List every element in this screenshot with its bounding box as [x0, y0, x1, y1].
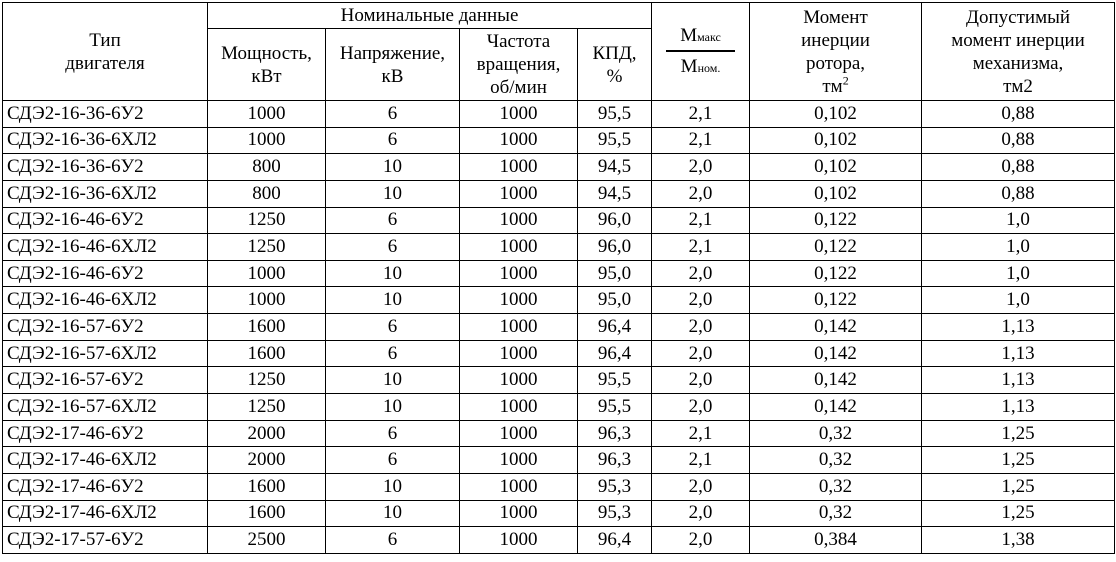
cell-torque-ratio: 2,0: [652, 287, 750, 314]
cell-speed: 1000: [460, 527, 578, 554]
cell-motor-type: СДЭ2-17-46-6ХЛ2: [3, 500, 208, 527]
cell-motor-type: СДЭ2-17-46-6У2: [3, 420, 208, 447]
cell-mechanism-inertia: 0,88: [922, 127, 1115, 154]
cell-voltage: 10: [326, 154, 460, 181]
cell-rotor-inertia: 0,142: [750, 394, 922, 421]
cell-power: 1000: [208, 101, 326, 128]
cell-speed: 1000: [460, 234, 578, 261]
cell-motor-type: СДЭ2-16-57-6ХЛ2: [3, 394, 208, 421]
cell-voltage: 6: [326, 340, 460, 367]
cell-mechanism-inertia: 1,13: [922, 367, 1115, 394]
cell-efficiency: 95,0: [578, 287, 652, 314]
cell-rotor-inertia: 0,102: [750, 180, 922, 207]
cell-power: 1600: [208, 500, 326, 527]
cell-power: 2000: [208, 447, 326, 474]
cell-rotor-inertia: 0,102: [750, 127, 922, 154]
torque-ratio-fraction: $\frac{\text{Ммакс}}{\text{Мном.}}$: [666, 25, 735, 79]
cell-power: 1000: [208, 260, 326, 287]
cell-torque-ratio: 2,0: [652, 260, 750, 287]
header-voltage: Напряжение, кВ: [326, 29, 460, 101]
cell-speed: 1000: [460, 394, 578, 421]
cell-motor-type: СДЭ2-16-57-6У2: [3, 367, 208, 394]
cell-rotor-inertia: 0,32: [750, 500, 922, 527]
cell-rotor-inertia: 0,142: [750, 367, 922, 394]
cell-torque-ratio: 2,1: [652, 101, 750, 128]
cell-power: 800: [208, 180, 326, 207]
cell-power: 800: [208, 154, 326, 181]
cell-speed: 1000: [460, 101, 578, 128]
cell-power: 1250: [208, 207, 326, 234]
cell-mechanism-inertia: 1,13: [922, 340, 1115, 367]
cell-voltage: 6: [326, 527, 460, 554]
cell-motor-type: СДЭ2-16-36-6ХЛ2: [3, 180, 208, 207]
cell-rotor-inertia: 0,122: [750, 207, 922, 234]
table-row: [3, 234, 1115, 261]
cell-efficiency: 96,3: [578, 447, 652, 474]
cell-motor-type: СДЭ2-17-46-6ХЛ2: [3, 447, 208, 474]
cell-rotor-inertia: 0,102: [750, 101, 922, 128]
table-row: [3, 473, 1115, 500]
cell-voltage: 6: [326, 234, 460, 261]
cell-power: 1000: [208, 127, 326, 154]
cell-motor-type: СДЭ2-16-46-6ХЛ2: [3, 234, 208, 261]
cell-mechanism-inertia: 1,25: [922, 473, 1115, 500]
cell-rotor-inertia: 0,142: [750, 314, 922, 341]
cell-motor-type: СДЭ2-16-36-6У2: [3, 101, 208, 128]
cell-efficiency: 96,0: [578, 234, 652, 261]
cell-torque-ratio: 2,0: [652, 154, 750, 181]
header-mechanism-inertia: Допустимый момент инерции механизма, тм2: [922, 3, 1115, 101]
cell-speed: 1000: [460, 340, 578, 367]
table-row: [3, 340, 1115, 367]
table-row: [3, 287, 1115, 314]
cell-torque-ratio: 2,1: [652, 447, 750, 474]
cell-torque-ratio: 2,0: [652, 500, 750, 527]
table-row: [3, 394, 1115, 421]
cell-speed: 1000: [460, 127, 578, 154]
motor-specs-table: [2, 2, 1115, 554]
cell-power: 1250: [208, 394, 326, 421]
cell-efficiency: 95,3: [578, 473, 652, 500]
cell-motor-type: СДЭ2-16-57-6ХЛ2: [3, 340, 208, 367]
cell-efficiency: 95,3: [578, 500, 652, 527]
cell-torque-ratio: 2,1: [652, 207, 750, 234]
cell-mechanism-inertia: 1,38: [922, 527, 1115, 554]
cell-efficiency: 96,4: [578, 527, 652, 554]
cell-mechanism-inertia: 1,25: [922, 500, 1115, 527]
table-row: [3, 420, 1115, 447]
table-header: [3, 3, 1115, 101]
cell-efficiency: 95,5: [578, 367, 652, 394]
cell-voltage: 10: [326, 500, 460, 527]
cell-voltage: 6: [326, 447, 460, 474]
table-row: [3, 180, 1115, 207]
cell-rotor-inertia: 0,122: [750, 287, 922, 314]
cell-speed: 1000: [460, 260, 578, 287]
cell-voltage: 10: [326, 367, 460, 394]
cell-voltage: 10: [326, 473, 460, 500]
cell-torque-ratio: 2,0: [652, 340, 750, 367]
cell-rotor-inertia: 0,32: [750, 420, 922, 447]
cell-mechanism-inertia: 1,25: [922, 420, 1115, 447]
cell-torque-ratio: 2,0: [652, 367, 750, 394]
cell-torque-ratio: 2,1: [652, 127, 750, 154]
cell-power: 1600: [208, 473, 326, 500]
cell-power: 1600: [208, 340, 326, 367]
cell-efficiency: 94,5: [578, 180, 652, 207]
cell-motor-type: СДЭ2-16-46-6ХЛ2: [3, 287, 208, 314]
cell-motor-type: СДЭ2-16-57-6У2: [3, 314, 208, 341]
cell-efficiency: 96,4: [578, 340, 652, 367]
cell-torque-ratio: 2,1: [652, 234, 750, 261]
header-motor-type: Тип двигателя: [3, 3, 208, 101]
cell-voltage: 6: [326, 314, 460, 341]
table-row: [3, 447, 1115, 474]
cell-power: 1250: [208, 367, 326, 394]
cell-efficiency: 95,0: [578, 260, 652, 287]
cell-voltage: 10: [326, 394, 460, 421]
cell-rotor-inertia: 0,32: [750, 473, 922, 500]
table-row: [3, 367, 1115, 394]
cell-efficiency: 96,3: [578, 420, 652, 447]
cell-torque-ratio: 2,1: [652, 420, 750, 447]
cell-mechanism-inertia: 0,88: [922, 154, 1115, 181]
cell-power: 1000: [208, 287, 326, 314]
cell-speed: 1000: [460, 473, 578, 500]
cell-motor-type: СДЭ2-17-57-6У2: [3, 527, 208, 554]
cell-efficiency: 96,0: [578, 207, 652, 234]
header-speed: Частота вращения, об/мин: [460, 29, 578, 101]
table-row: [3, 260, 1115, 287]
table-row: [3, 527, 1115, 554]
header-efficiency: КПД, %: [578, 29, 652, 101]
cell-speed: 1000: [460, 500, 578, 527]
cell-speed: 1000: [460, 367, 578, 394]
cell-rotor-inertia: 0,122: [750, 260, 922, 287]
cell-voltage: 6: [326, 420, 460, 447]
header-torque-ratio: [652, 3, 750, 101]
cell-torque-ratio: 2,0: [652, 527, 750, 554]
cell-efficiency: 96,4: [578, 314, 652, 341]
cell-rotor-inertia: 0,384: [750, 527, 922, 554]
table-row: [3, 500, 1115, 527]
cell-torque-ratio: 2,0: [652, 314, 750, 341]
cell-power: 1600: [208, 314, 326, 341]
cell-voltage: 6: [326, 127, 460, 154]
cell-power: 2000: [208, 420, 326, 447]
cell-voltage: 6: [326, 101, 460, 128]
cell-power: 1250: [208, 234, 326, 261]
table-body: [3, 101, 1115, 554]
table-row: [3, 154, 1115, 181]
cell-voltage: 10: [326, 287, 460, 314]
cell-rotor-inertia: 0,32: [750, 447, 922, 474]
cell-speed: 1000: [460, 180, 578, 207]
cell-motor-type: СДЭ2-16-36-6У2: [3, 154, 208, 181]
cell-mechanism-inertia: 1,0: [922, 260, 1115, 287]
cell-speed: 1000: [460, 420, 578, 447]
table-row: [3, 101, 1115, 128]
cell-rotor-inertia: 0,122: [750, 234, 922, 261]
cell-speed: 1000: [460, 287, 578, 314]
cell-torque-ratio: 2,0: [652, 473, 750, 500]
header-nominal-data: Номинальные данные: [208, 3, 652, 29]
cell-motor-type: СДЭ2-16-46-6У2: [3, 207, 208, 234]
header-rotor-inertia: Момент инерции ротора, $тм^2$: [750, 3, 922, 101]
cell-speed: 1000: [460, 447, 578, 474]
cell-motor-type: СДЭ2-16-46-6У2: [3, 260, 208, 287]
cell-mechanism-inertia: 1,0: [922, 287, 1115, 314]
cell-torque-ratio: 2,0: [652, 180, 750, 207]
cell-speed: 1000: [460, 207, 578, 234]
cell-mechanism-inertia: 1,13: [922, 394, 1115, 421]
cell-mechanism-inertia: 0,88: [922, 101, 1115, 128]
cell-efficiency: 95,5: [578, 127, 652, 154]
cell-voltage: 10: [326, 180, 460, 207]
table-row: [3, 314, 1115, 341]
cell-voltage: 10: [326, 260, 460, 287]
cell-power: 2500: [208, 527, 326, 554]
cell-mechanism-inertia: 0,88: [922, 180, 1115, 207]
cell-mechanism-inertia: 1,25: [922, 447, 1115, 474]
cell-mechanism-inertia: 1,0: [922, 207, 1115, 234]
cell-mechanism-inertia: 1,0: [922, 234, 1115, 261]
cell-torque-ratio: 2,0: [652, 394, 750, 421]
cell-efficiency: 95,5: [578, 101, 652, 128]
table-row: [3, 207, 1115, 234]
cell-voltage: 6: [326, 207, 460, 234]
table-row: [3, 127, 1115, 154]
cell-efficiency: 94,5: [578, 154, 652, 181]
cell-speed: 1000: [460, 154, 578, 181]
cell-efficiency: 95,5: [578, 394, 652, 421]
cell-motor-type: СДЭ2-16-36-6ХЛ2: [3, 127, 208, 154]
header-power: Мощность, кВт: [208, 29, 326, 101]
cell-rotor-inertia: 0,102: [750, 154, 922, 181]
cell-speed: 1000: [460, 314, 578, 341]
cell-rotor-inertia: 0,142: [750, 340, 922, 367]
cell-motor-type: СДЭ2-17-46-6У2: [3, 473, 208, 500]
cell-mechanism-inertia: 1,13: [922, 314, 1115, 341]
